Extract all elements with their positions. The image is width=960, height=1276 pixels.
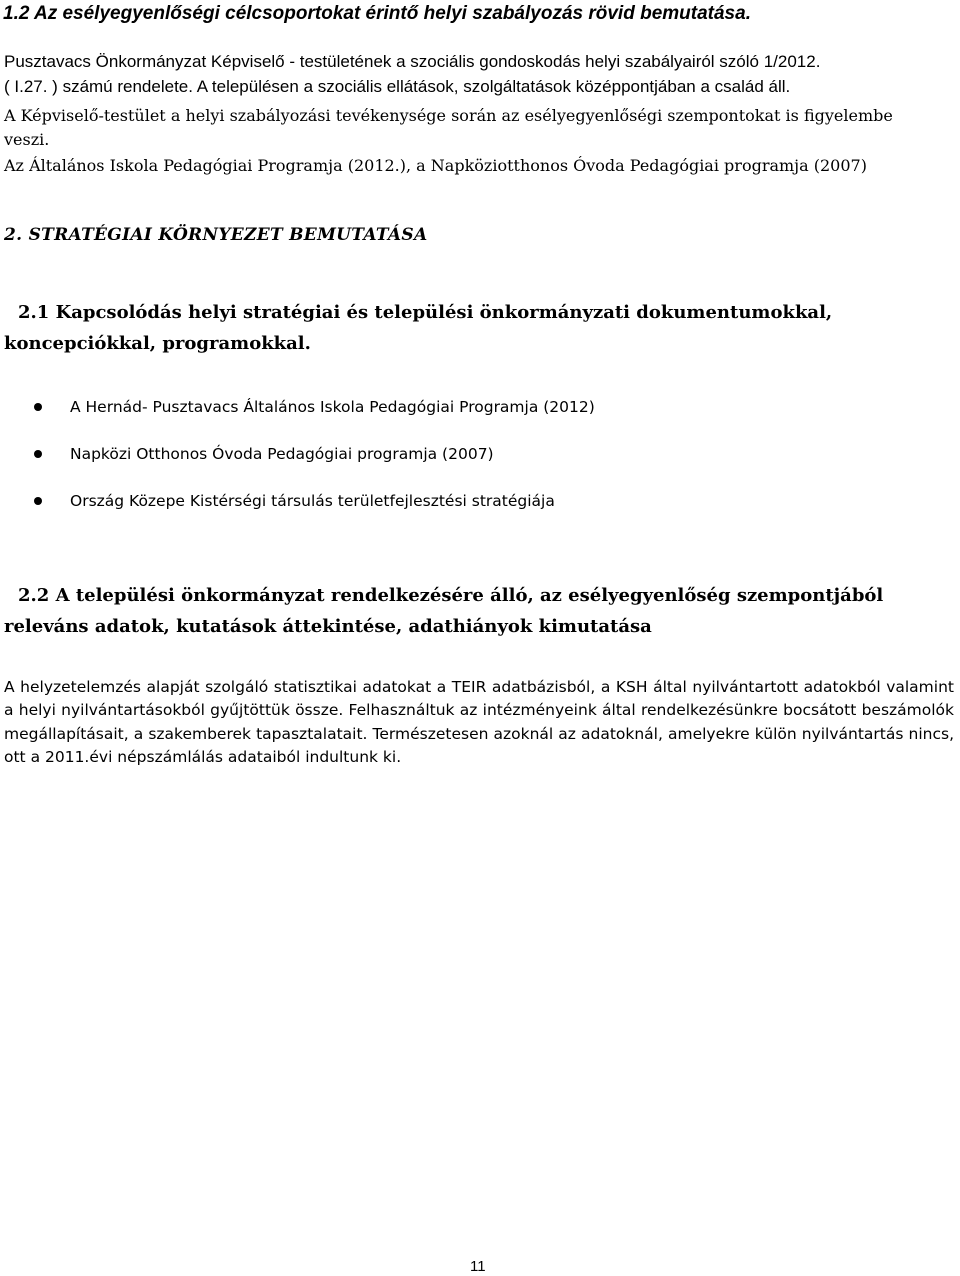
list-item-text: Ország Közepe Kistérségi társulás területfejlesztési stratégiája [70, 492, 555, 510]
bullet-icon [34, 497, 42, 505]
intro-line-5: Az Általános Iskola Pedagógiai Programja (2012.), a Napköziotthonos Óvoda Pedagógiai programja (2007) [4, 156, 867, 175]
subsection-2-2-line-2: releváns adatok, kutatások áttekintése, adathiányok kimutatása [4, 616, 652, 637]
list-item-text: Napközi Otthonos Óvoda Pedagógiai programja (2007) [70, 445, 494, 463]
intro-line-3: A Képviselő-testület a helyi szabályozási tevékenysége során az esélyegyenlőségi szempontokat is figyelembe [4, 106, 893, 125]
bullet-icon [34, 450, 42, 458]
list-item [0, 483, 960, 530]
subsection-2-2-line-1: 2.2 A települési önkormányzat rendelkezésére álló, az esélyegyenlőség szempontjából [18, 585, 884, 606]
document-list [0, 389, 960, 530]
bullet-icon [34, 403, 42, 411]
intro-line-2: ( I.27. ) számú rendelete. A településen a szociális ellátások, szolgáltatások középpontjában a család áll. [4, 77, 791, 96]
subsection-2-1-title [4, 297, 832, 359]
subsection-2-1-line-2: koncepciókkal, programokkal. [4, 333, 311, 354]
intro-line-1: Pusztavacs Önkormányzat Képviselő - testületének a szociális gondoskodás helyi szabályairól szóló 1/2012. [4, 52, 821, 71]
intro-line-4: veszi. [4, 130, 50, 149]
body-paragraph: A helyzetelemzés alapját szolgáló statisztikai adatokat a TEIR adatbázisból, a KSH által nyilvántartott adatokból valamint a helyi nyilvántartásokból gyűjtöttük össze. Felhasználtuk az intézményeink által rendelkezésünkre bocsátott beszámolók megállapításait, a szakemberek tapasztalatait. Természetesen azoknál az adatoknál, amelyekre külön nyilvántartás nincs, ott a 2011.évi népszámlálás adataiból indultunk ki. [4, 678, 954, 766]
subsection-2-1-line-1: 2.1 Kapcsolódás helyi stratégiai és települési önkormányzati dokumentumokkal, [18, 302, 833, 323]
list-item [0, 389, 960, 436]
subsection-2-2-title [4, 580, 883, 642]
page-number: 11 [470, 1258, 486, 1275]
strategy-heading: 2. STRATÉGIAI KÖRNYEZET BEMUTATÁSA [4, 225, 428, 245]
list-item [0, 436, 960, 483]
list-item-text: A Hernád- Pusztavacs Általános Iskola Pedagógiai Programja (2012) [70, 398, 595, 416]
section-title: 1.2 Az esélyegyenlőségi célcsoportokat érintő helyi szabályozás rövid bemutatása. [3, 3, 751, 24]
